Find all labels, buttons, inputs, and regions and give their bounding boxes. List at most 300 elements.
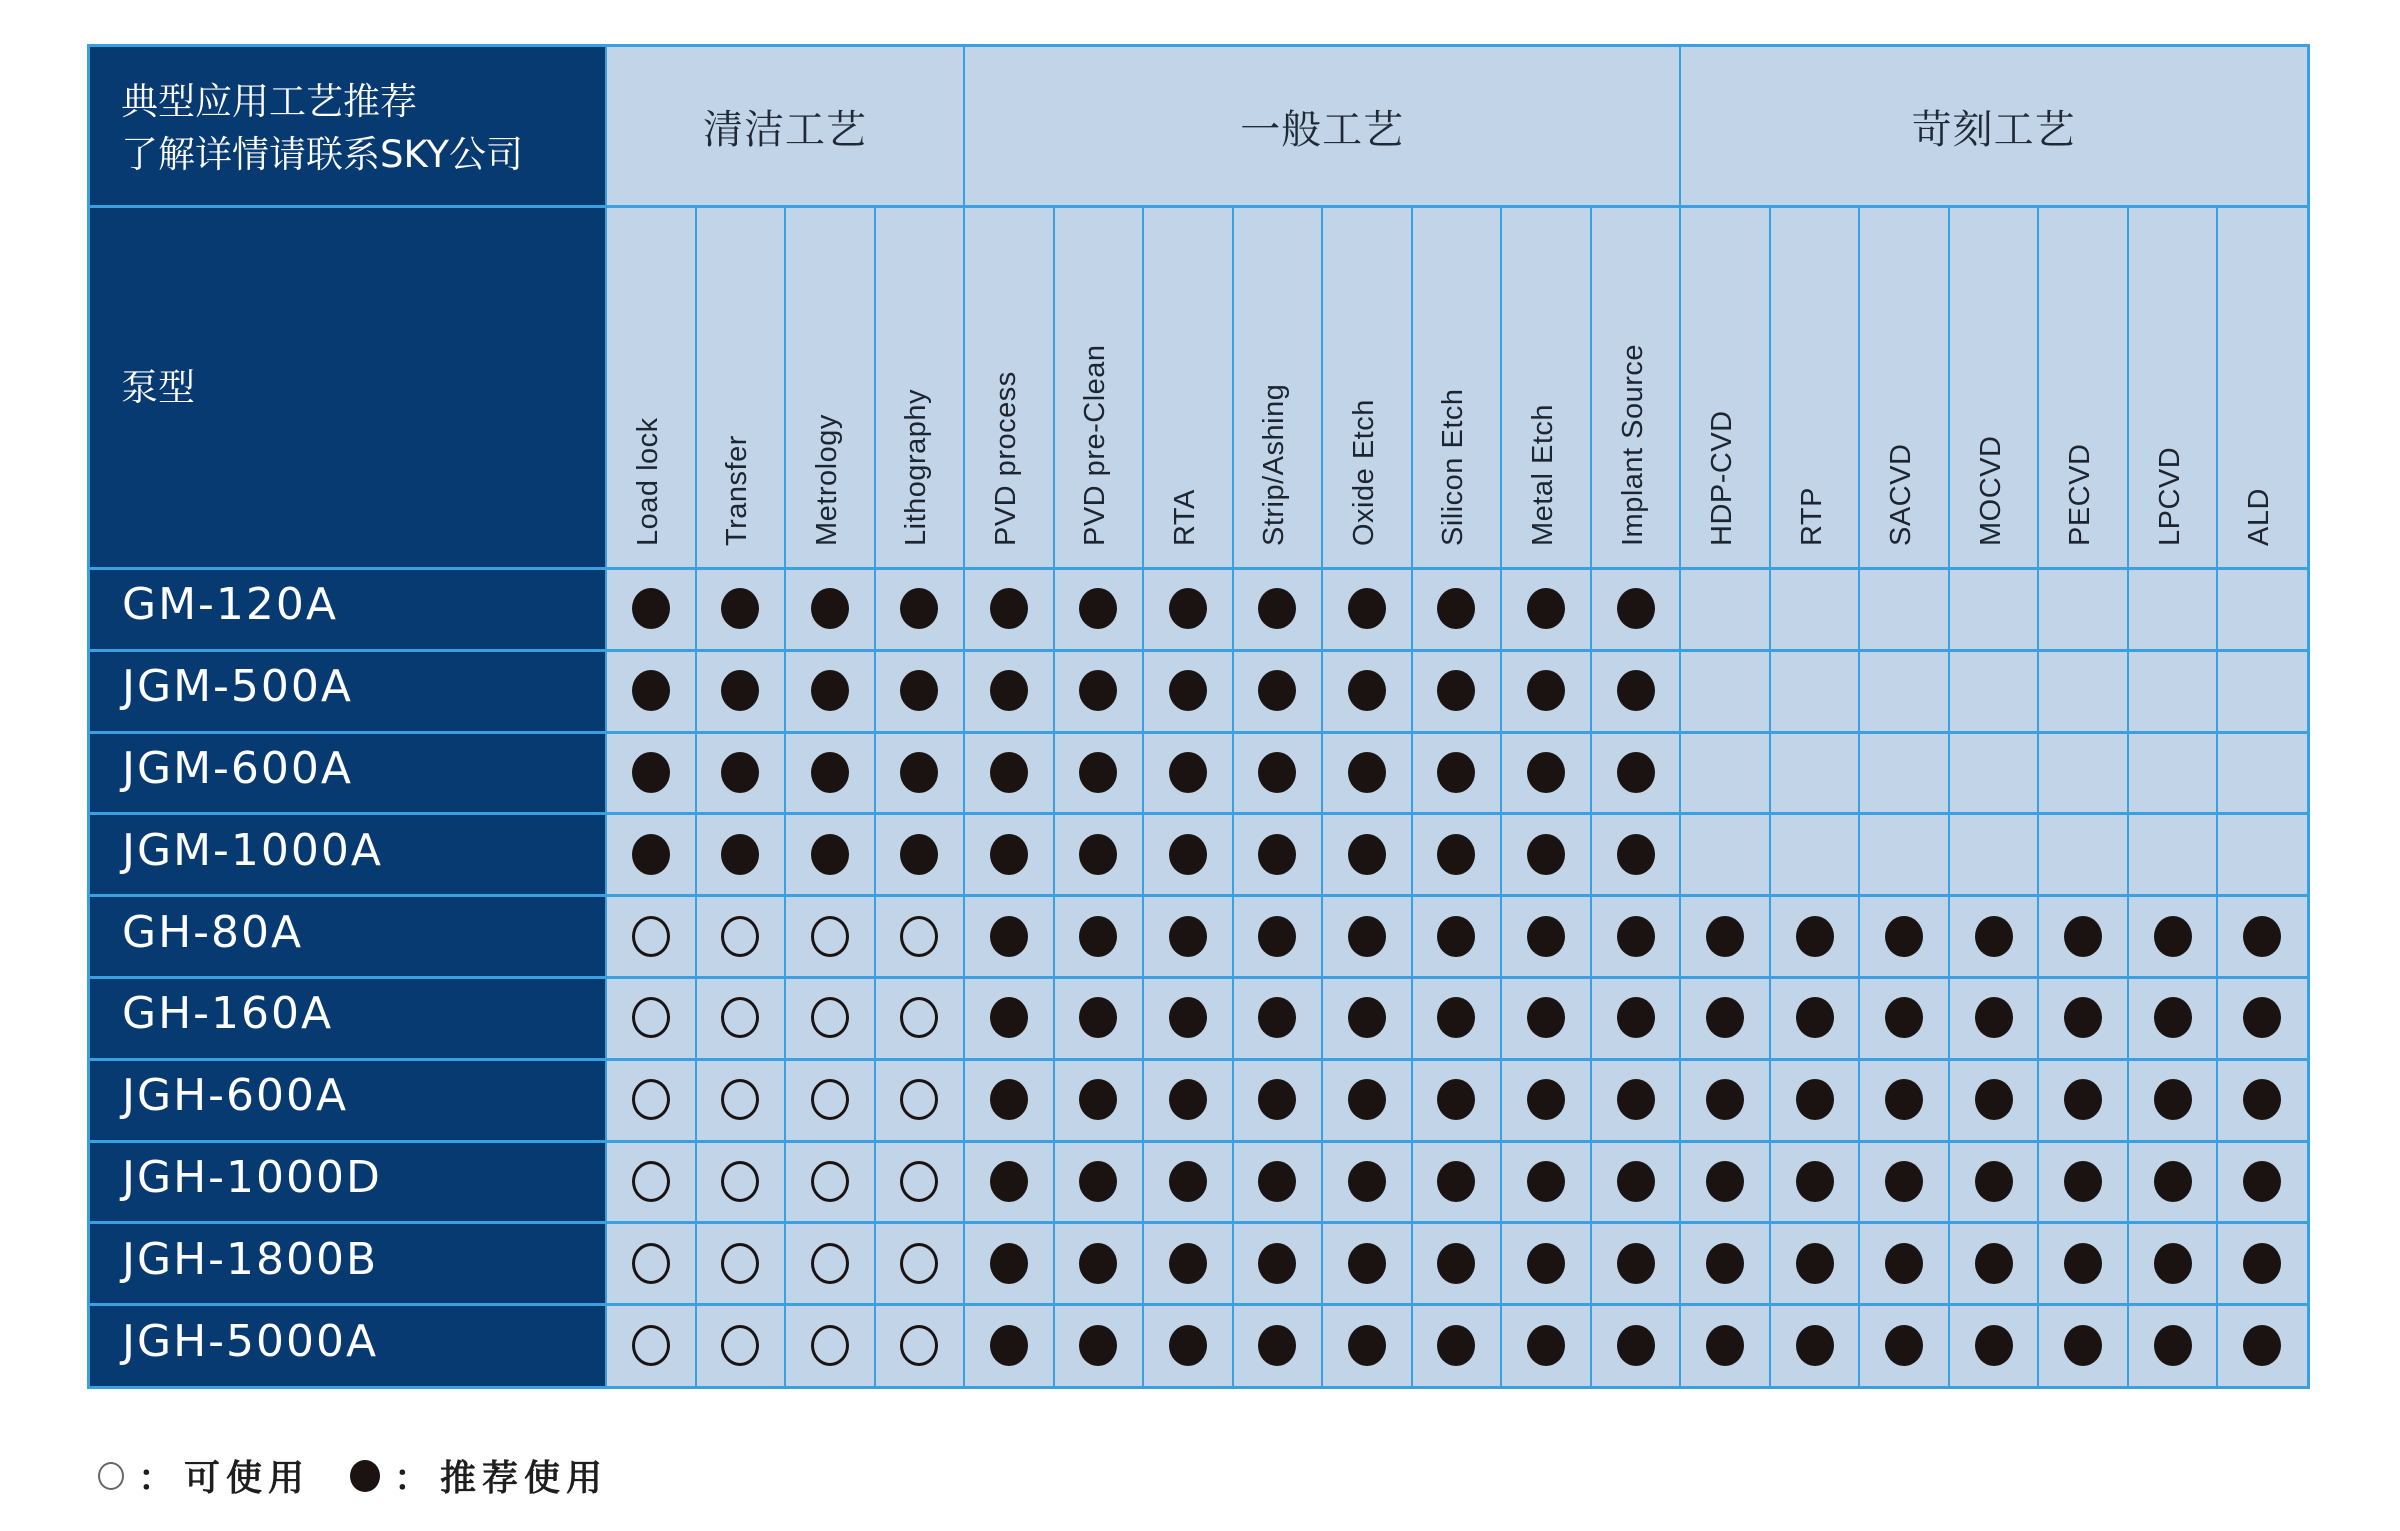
filled-circle-icon — [2243, 1325, 2281, 1366]
table-cell — [696, 1304, 786, 1386]
table-cell — [1322, 732, 1412, 814]
table-cell — [2128, 568, 2218, 650]
table-cell — [1412, 1059, 1502, 1141]
column-header — [1501, 208, 1591, 568]
table-cell — [1680, 650, 1770, 732]
open-circle-icon — [632, 916, 670, 957]
filled-circle-icon — [2154, 1243, 2192, 1284]
table-cell — [2038, 732, 2128, 814]
table-cell — [1591, 1222, 1681, 1304]
table-cell — [696, 1222, 786, 1304]
filled-circle-icon — [1796, 997, 1834, 1038]
table-cell — [2128, 1304, 2218, 1386]
table-cell — [1054, 650, 1144, 732]
table-cell — [1322, 813, 1412, 895]
table-cell — [1859, 732, 1949, 814]
filled-circle-icon — [1885, 1161, 1923, 1202]
table-cell — [696, 732, 786, 814]
table-cell — [1949, 1141, 2039, 1223]
table-cell — [1412, 813, 1502, 895]
pump-model-label: GM-120A — [122, 579, 339, 631]
open-circle-icon — [632, 1161, 670, 1202]
table-cell — [606, 650, 696, 732]
table-cell — [1412, 732, 1502, 814]
table-cell — [1501, 650, 1591, 732]
pump-model-label: JGH-1800B — [122, 1233, 379, 1285]
filled-circle-icon — [1258, 1079, 1296, 1120]
table-cell — [875, 1304, 965, 1386]
filled-circle-icon — [1706, 916, 1744, 957]
filled-circle-icon — [1527, 916, 1565, 957]
table-cell — [1591, 977, 1681, 1059]
filled-circle-icon — [1527, 1243, 1565, 1284]
table-cell — [1322, 568, 1412, 650]
table-cell — [1322, 1059, 1412, 1141]
column-header — [2038, 208, 2128, 568]
filled-circle-icon — [2243, 916, 2281, 957]
table-cell — [1143, 1222, 1233, 1304]
table-cell — [1412, 568, 1502, 650]
table-cell — [1859, 1141, 1949, 1223]
filled-circle-icon — [990, 1243, 1028, 1284]
filled-circle-icon — [1348, 997, 1386, 1038]
table-cell — [1233, 813, 1323, 895]
table-cell — [875, 732, 965, 814]
table-cell — [875, 1059, 965, 1141]
table-cell — [785, 568, 875, 650]
table-cell — [875, 813, 965, 895]
table-cell — [1949, 1304, 2039, 1386]
filled-circle-icon — [1706, 1325, 1744, 1366]
table-cell — [1949, 568, 2039, 650]
table-cell — [1770, 977, 1860, 1059]
open-circle-icon — [811, 997, 849, 1038]
table-cell — [1680, 895, 1770, 977]
table-cell — [2038, 1222, 2128, 1304]
open-circle-icon — [900, 1079, 938, 1120]
table-cell — [1680, 1222, 1770, 1304]
filled-circle-icon — [1258, 588, 1296, 629]
filled-circle-icon — [1975, 1325, 2013, 1366]
table-cell — [1143, 977, 1233, 1059]
table-cell — [2038, 650, 2128, 732]
filled-circle-icon — [2064, 1079, 2102, 1120]
open-circle-icon — [721, 1325, 759, 1366]
filled-circle-icon — [990, 1079, 1028, 1120]
filled-circle-icon — [1527, 1079, 1565, 1120]
open-circle-icon — [811, 1243, 849, 1284]
pump-model-label: JGH-5000A — [122, 1315, 379, 1367]
table-cell — [1770, 1222, 1860, 1304]
table-cell — [1322, 1141, 1412, 1223]
filled-circle-icon — [1885, 1325, 1923, 1366]
column-header-label: RTP — [1795, 487, 1828, 546]
column-header-label: Load lock — [631, 417, 664, 546]
column-header — [606, 208, 696, 568]
filled-circle-icon — [1975, 916, 2013, 957]
group-header-2: 苛刻工艺 — [1911, 106, 2076, 153]
filled-circle-icon — [1169, 1161, 1207, 1202]
table-cell — [1412, 650, 1502, 732]
table-cell — [1680, 1059, 1770, 1141]
table-cell — [2128, 650, 2218, 732]
title-line-2: 了解详情请联系SKY公司 — [121, 133, 524, 176]
column-header — [875, 208, 965, 568]
table-cell — [1501, 1222, 1591, 1304]
filled-circle-icon — [1079, 1325, 1117, 1366]
filled-circle-icon — [1258, 916, 1296, 957]
table-cell — [1859, 895, 1949, 977]
pump-type-label: 泵型 — [121, 366, 195, 409]
table-cell — [964, 568, 1054, 650]
table-cell — [1859, 1304, 1949, 1386]
table-cell — [1143, 732, 1233, 814]
table-cell — [785, 732, 875, 814]
filled-circle-icon — [2064, 1325, 2102, 1366]
filled-circle-icon — [2154, 916, 2192, 957]
table-cell — [696, 1059, 786, 1141]
filled-circle-icon — [990, 834, 1028, 875]
table-cell — [1233, 895, 1323, 977]
filled-circle-icon — [2064, 997, 2102, 1038]
filled-circle-icon — [721, 670, 759, 711]
table-cell — [1233, 1304, 1323, 1386]
filled-circle-icon — [2154, 997, 2192, 1038]
column-header — [1680, 208, 1770, 568]
filled-circle-icon — [1348, 1161, 1386, 1202]
table-cell — [1412, 895, 1502, 977]
group-header-1: 一般工艺 — [1240, 106, 1405, 153]
table-cell — [696, 1141, 786, 1223]
table-cell — [2038, 568, 2128, 650]
filled-circle-icon — [1437, 834, 1475, 875]
table-cell — [2038, 1141, 2128, 1223]
filled-circle-icon — [1527, 670, 1565, 711]
filled-circle-icon — [721, 834, 759, 875]
table-cell — [785, 895, 875, 977]
filled-circle-icon — [2154, 1325, 2192, 1366]
filled-circle-icon — [1796, 1243, 1834, 1284]
column-header — [1233, 208, 1323, 568]
table-cell — [1054, 732, 1144, 814]
table-cell — [2217, 977, 2307, 1059]
filled-circle-icon — [1169, 997, 1207, 1038]
filled-circle-icon — [1975, 997, 2013, 1038]
column-header — [785, 208, 875, 568]
filled-circle-icon — [2064, 1161, 2102, 1202]
table-cell — [1322, 895, 1412, 977]
table-cell — [2217, 895, 2307, 977]
process-recommendation-table — [87, 44, 2310, 1389]
table-cell — [1680, 732, 1770, 814]
filled-circle-icon — [1348, 1243, 1386, 1284]
filled-circle-icon — [1169, 1243, 1207, 1284]
filled-circle-icon — [1796, 1079, 1834, 1120]
filled-circle-icon — [1437, 752, 1475, 793]
table-cell — [2128, 1222, 2218, 1304]
column-header-label: Silicon Etch — [1437, 388, 1470, 546]
column-header-label: Implant Source — [1616, 343, 1649, 546]
filled-circle-icon — [1975, 1079, 2013, 1120]
filled-circle-icon — [1706, 1243, 1744, 1284]
table-cell — [606, 568, 696, 650]
table-cell — [1054, 813, 1144, 895]
filled-circle-icon — [1617, 752, 1655, 793]
table-cell — [785, 813, 875, 895]
pump-model-label: JGH-600A — [122, 1070, 349, 1122]
filled-circle-icon — [1437, 997, 1475, 1038]
filled-circle-icon — [1527, 834, 1565, 875]
open-circle-icon — [632, 997, 670, 1038]
table-cell — [1949, 1059, 2039, 1141]
open-circle-icon — [98, 1462, 124, 1490]
table-cell — [1322, 977, 1412, 1059]
table-cell — [2038, 813, 2128, 895]
filled-circle-icon — [1885, 916, 1923, 957]
filled-circle-icon — [1527, 752, 1565, 793]
filled-circle-icon — [1079, 916, 1117, 957]
open-circle-icon — [721, 1161, 759, 1202]
filled-circle-icon — [811, 588, 849, 629]
filled-circle-icon — [632, 752, 670, 793]
group-divider — [1679, 47, 1681, 205]
table-cell — [1143, 1304, 1233, 1386]
filled-circle-icon — [1169, 834, 1207, 875]
table-cell — [1949, 977, 2039, 1059]
filled-circle-icon — [900, 834, 938, 875]
pump-model-label: JGM-1000A — [122, 824, 383, 876]
table-cell — [1412, 977, 1502, 1059]
filled-circle-icon — [632, 670, 670, 711]
filled-circle-icon — [1617, 1161, 1655, 1202]
table-cell — [964, 1059, 1054, 1141]
table-cell — [1591, 1141, 1681, 1223]
filled-circle-icon — [1617, 1079, 1655, 1120]
table-cell — [1233, 568, 1323, 650]
column-header — [1949, 208, 2039, 568]
table-cell — [1591, 568, 1681, 650]
filled-circle-icon — [1079, 670, 1117, 711]
column-header — [1143, 208, 1233, 568]
table-cell — [1143, 895, 1233, 977]
filled-circle-icon — [1796, 1325, 1834, 1366]
table-cell — [1859, 568, 1949, 650]
table-cell — [2128, 895, 2218, 977]
legend-separator: ： — [394, 1458, 431, 1499]
filled-circle-icon — [1348, 670, 1386, 711]
table-cell — [1501, 568, 1591, 650]
filled-circle-icon — [990, 916, 1028, 957]
table-cell — [2128, 813, 2218, 895]
table-cell — [2128, 732, 2218, 814]
filled-circle-icon — [1258, 1243, 1296, 1284]
column-header — [1322, 208, 1412, 568]
column-header — [2217, 208, 2307, 568]
filled-circle-icon — [1258, 1161, 1296, 1202]
table-cell — [606, 1304, 696, 1386]
table-cell — [1680, 1141, 1770, 1223]
filled-circle-icon — [1079, 752, 1117, 793]
table-cell — [1859, 813, 1949, 895]
table-cell — [2038, 1304, 2128, 1386]
table-cell — [1591, 650, 1681, 732]
table-cell — [606, 1222, 696, 1304]
pump-model-label: JGH-1000D — [122, 1151, 382, 1203]
filled-circle-icon — [2243, 997, 2281, 1038]
column-header-label: PVD process — [989, 371, 1022, 546]
table-cell — [1501, 1141, 1591, 1223]
filled-circle-icon — [900, 670, 938, 711]
filled-circle-icon — [1617, 916, 1655, 957]
filled-circle-icon — [1885, 997, 1923, 1038]
table-cell — [1501, 977, 1591, 1059]
column-header-label: PVD pre-Clean — [1079, 344, 1112, 546]
filled-circle-icon — [1348, 752, 1386, 793]
table-cell — [1770, 650, 1860, 732]
table-cell — [964, 650, 1054, 732]
filled-circle-icon — [990, 670, 1028, 711]
table-cell — [1143, 650, 1233, 732]
filled-circle-icon — [1617, 588, 1655, 629]
filled-circle-icon — [1258, 1325, 1296, 1366]
column-header-label: Lithography — [900, 388, 933, 546]
filled-circle-icon — [1169, 588, 1207, 629]
legend-separator: ： — [138, 1458, 175, 1499]
open-circle-icon — [721, 1243, 759, 1284]
table-cell — [2038, 977, 2128, 1059]
table-cell — [2038, 1059, 2128, 1141]
filled-circle-icon — [1527, 1161, 1565, 1202]
table-cell — [785, 1141, 875, 1223]
table-cell — [875, 977, 965, 1059]
open-circle-icon — [900, 916, 938, 957]
table-cell — [606, 977, 696, 1059]
filled-circle-icon — [1796, 916, 1834, 957]
table-cell — [1949, 895, 2039, 977]
table-cell — [1322, 1304, 1412, 1386]
table-cell — [696, 813, 786, 895]
filled-circle-icon — [1527, 1325, 1565, 1366]
filled-circle-icon — [1617, 1243, 1655, 1284]
table-cell — [785, 977, 875, 1059]
filled-circle-icon — [1258, 670, 1296, 711]
filled-circle-icon — [1617, 670, 1655, 711]
filled-circle-icon — [2154, 1079, 2192, 1120]
table-cell — [1949, 732, 2039, 814]
table-cell — [2038, 895, 2128, 977]
table-cell — [785, 1059, 875, 1141]
table-cell — [696, 895, 786, 977]
filled-circle-icon — [1706, 997, 1744, 1038]
table-cell — [1859, 1222, 1949, 1304]
filled-circle-icon — [900, 588, 938, 629]
table-cell — [696, 568, 786, 650]
table-cell — [875, 1222, 965, 1304]
table-cell — [1233, 1059, 1323, 1141]
table-cell — [1770, 568, 1860, 650]
table-cell — [1770, 895, 1860, 977]
open-circle-icon — [721, 997, 759, 1038]
filled-circle-icon — [990, 588, 1028, 629]
table-cell — [1591, 1304, 1681, 1386]
filled-circle-icon — [350, 1460, 380, 1492]
table-cell — [964, 813, 1054, 895]
title-line-1: 典型应用工艺推荐 — [121, 80, 417, 123]
filled-circle-icon — [1885, 1243, 1923, 1284]
open-circle-icon — [632, 1243, 670, 1284]
column-header — [696, 208, 786, 568]
table-cell — [1054, 895, 1144, 977]
column-header-label: LPCVD — [2153, 446, 2186, 546]
table-cell — [1770, 1141, 1860, 1223]
filled-circle-icon — [1348, 588, 1386, 629]
filled-circle-icon — [721, 752, 759, 793]
table-cell — [1054, 1059, 1144, 1141]
filled-circle-icon — [1258, 997, 1296, 1038]
filled-circle-icon — [1437, 1161, 1475, 1202]
open-circle-icon — [632, 1325, 670, 1366]
column-header-label: RTA — [1168, 489, 1201, 546]
filled-circle-icon — [1527, 997, 1565, 1038]
table-cell — [1501, 1059, 1591, 1141]
filled-circle-icon — [1169, 1079, 1207, 1120]
filled-circle-icon — [1796, 1161, 1834, 1202]
table-cell — [1233, 732, 1323, 814]
filled-circle-icon — [1617, 997, 1655, 1038]
table-cell — [1949, 813, 2039, 895]
table-cell — [785, 650, 875, 732]
table-cell — [1412, 1222, 1502, 1304]
table-cell — [1412, 1141, 1502, 1223]
column-header — [2128, 208, 2218, 568]
table-cell — [1591, 732, 1681, 814]
table-cell — [1143, 1141, 1233, 1223]
table-cell — [1054, 1141, 1144, 1223]
filled-circle-icon — [900, 752, 938, 793]
column-header-label: MOCVD — [1974, 435, 2007, 546]
column-header-label: Strip/Ashing — [1258, 383, 1291, 546]
table-cell — [1501, 732, 1591, 814]
filled-circle-icon — [2243, 1161, 2281, 1202]
table-cell — [964, 1304, 1054, 1386]
pump-model-label: JGM-600A — [122, 742, 353, 794]
legend-recommended-label: 推荐使用 — [440, 1458, 609, 1499]
table-cell — [2128, 1059, 2218, 1141]
table-cell — [1054, 1222, 1144, 1304]
table-cell — [1501, 1304, 1591, 1386]
column-header — [1770, 208, 1860, 568]
column-header-label: Transfer — [721, 435, 754, 546]
table-cell — [1859, 977, 1949, 1059]
table-cell — [1143, 568, 1233, 650]
table-cell — [1412, 1304, 1502, 1386]
table-cell — [964, 732, 1054, 814]
table-cell — [696, 977, 786, 1059]
filled-circle-icon — [990, 1325, 1028, 1366]
table-cell — [875, 1141, 965, 1223]
table-cell — [1770, 813, 1860, 895]
filled-circle-icon — [2243, 1243, 2281, 1284]
filled-circle-icon — [811, 670, 849, 711]
filled-circle-icon — [1437, 916, 1475, 957]
group-divider — [963, 47, 965, 205]
column-header-label: Metrology — [810, 414, 843, 546]
pump-model-label: JGM-500A — [122, 661, 353, 713]
table-cell — [964, 895, 1054, 977]
open-circle-icon — [900, 1243, 938, 1284]
table-cell — [606, 1141, 696, 1223]
filled-circle-icon — [1079, 1161, 1117, 1202]
